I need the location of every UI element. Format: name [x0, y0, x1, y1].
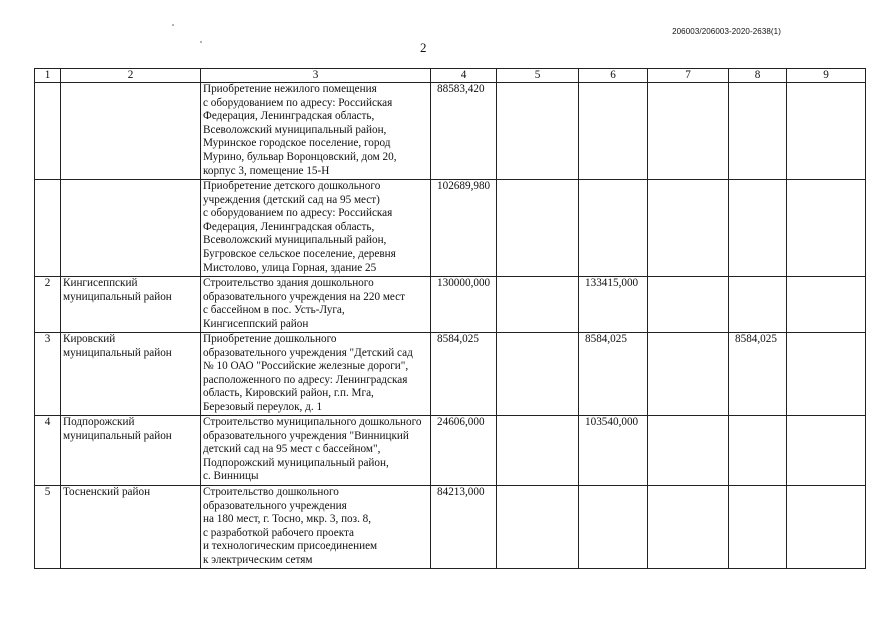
table-row: [35, 486, 866, 569]
row-number: [35, 83, 61, 180]
description-cell: Строительство здания дошкольного образовательного учреждения на 220 мест с бассейном в пос. Усть-Луга, Кингисеппский район: [201, 277, 431, 333]
description-cell: Строительство дошкольного образовательного учреждения на 180 мест, г. Тосно, мкр. 3, поз. 8, с разработкой рабочего проекта и технологическим присоединением к электрическим сетям: [201, 486, 431, 569]
value-cell-9: [787, 180, 866, 277]
value-cell-8: [729, 277, 787, 333]
value-cell-6: [579, 83, 648, 180]
value-cell-6: [579, 180, 648, 277]
value-cell-8: [729, 83, 787, 180]
table-header-row: [35, 69, 866, 83]
column-header: 9: [787, 69, 866, 83]
value-cell-8: 8584,025: [729, 333, 787, 416]
value-cell-9: [787, 416, 866, 486]
value-cell-9: [787, 333, 866, 416]
table-row: [35, 83, 866, 180]
value-cell-6: [579, 486, 648, 569]
district-cell: Кировский муниципальный район: [61, 333, 201, 416]
value-cell-5: [497, 277, 579, 333]
column-header: 8: [729, 69, 787, 83]
district-cell: [61, 83, 201, 180]
description-cell: Строительство муниципального дошкольного образовательного учреждения "Винницкий детский сад на 95 мест с бассейном", Подпорожский муниципальный район, с. Винницы: [201, 416, 431, 486]
district-cell: Кингисеппский муниципальный район: [61, 277, 201, 333]
column-header: 5: [497, 69, 579, 83]
column-header: 3: [201, 69, 431, 83]
value-cell-9: [787, 83, 866, 180]
row-number: 3: [35, 333, 61, 416]
value-cell-4: 102689,980: [431, 180, 497, 277]
row-number: 5: [35, 486, 61, 569]
value-cell-7: [648, 333, 729, 416]
value-cell-4: 24606,000: [431, 416, 497, 486]
table-row: [35, 333, 866, 416]
column-header: 6: [579, 69, 648, 83]
table-row: [35, 277, 866, 333]
column-header: 2: [61, 69, 201, 83]
value-cell-7: [648, 486, 729, 569]
value-cell-7: [648, 83, 729, 180]
description-cell: Приобретение нежилого помещения с оборудованием по адресу: Российская Федерация, Ленинградская область, Всеволожский муниципальный район, Муринское городское поселение, город Мурино, бульвар Воронцовский, дом 20, корпус 3, помещение 15-Н: [201, 83, 431, 180]
value-cell-8: [729, 180, 787, 277]
value-cell-5: [497, 333, 579, 416]
row-number: 2: [35, 277, 61, 333]
description-cell: Приобретение детского дошкольного учреждения (детский сад на 95 мест) с оборудованием по адресу: Российская Федерация, Ленинградская область, Всеволожский муниципальный район, Бугровское сельское поселение, деревня Мистолово, улица Горная, здание 25: [201, 180, 431, 277]
value-cell-4: 8584,025: [431, 333, 497, 416]
district-cell: [61, 180, 201, 277]
description-cell: Приобретение дошкольного образовательного учреждения "Детский сад № 10 ОАО "Российские железные дороги", расположенного по адресу: Ленинградская область, Кировский район, г.п. Мга, Березовый переулок, д. 1: [201, 333, 431, 416]
value-cell-6: 133415,000: [579, 277, 648, 333]
value-cell-5: [497, 180, 579, 277]
value-cell-9: [787, 277, 866, 333]
value-cell-6: 103540,000: [579, 416, 648, 486]
document-id: 206003/206003-2020-2638(1): [672, 27, 781, 36]
table-row: [35, 180, 866, 277]
value-cell-5: [497, 416, 579, 486]
value-cell-8: [729, 486, 787, 569]
column-header: 7: [648, 69, 729, 83]
value-cell-4: 130000,000: [431, 277, 497, 333]
value-cell-7: [648, 416, 729, 486]
data-table: [34, 68, 866, 569]
row-number: 4: [35, 416, 61, 486]
value-cell-7: [648, 277, 729, 333]
scan-speck: [172, 24, 174, 26]
value-cell-4: 88583,420: [431, 83, 497, 180]
value-cell-5: [497, 83, 579, 180]
value-cell-5: [497, 486, 579, 569]
value-cell-8: [729, 416, 787, 486]
column-header: 4: [431, 69, 497, 83]
scan-speck: [200, 41, 202, 43]
district-cell: Подпорожский муниципальный район: [61, 416, 201, 486]
value-cell-4: 84213,000: [431, 486, 497, 569]
page-number: 2: [420, 40, 427, 55]
value-cell-9: [787, 486, 866, 569]
value-cell-7: [648, 180, 729, 277]
row-number: [35, 180, 61, 277]
value-cell-6: 8584,025: [579, 333, 648, 416]
column-header: 1: [35, 69, 61, 83]
district-cell: Тосненский район: [61, 486, 201, 569]
table-row: [35, 416, 866, 486]
